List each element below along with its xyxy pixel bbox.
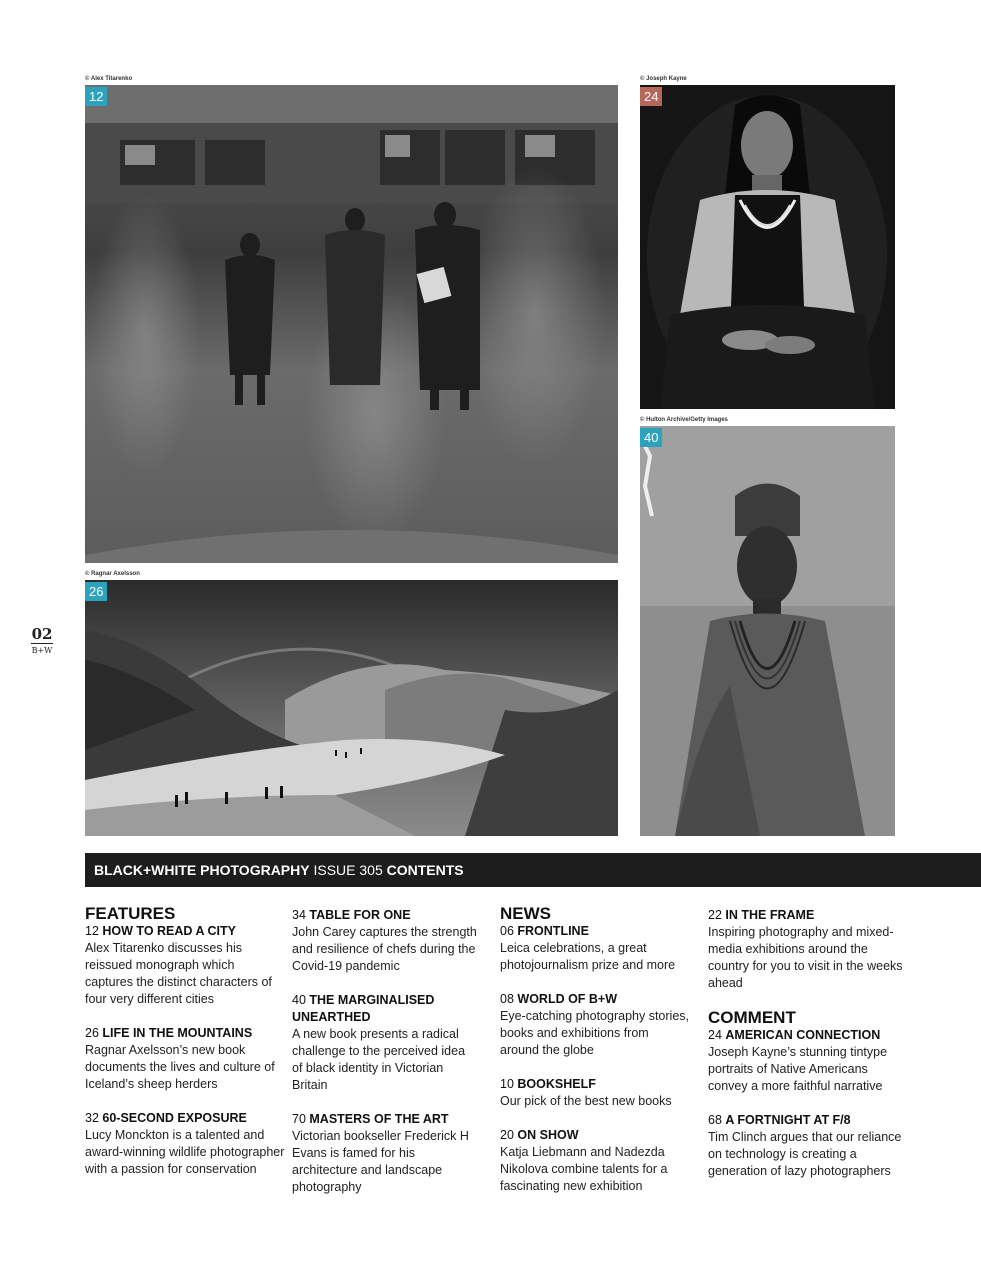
- entry-title: TABLE FOR ONE: [309, 908, 411, 922]
- entry-title: MASTERS OF THE ART: [309, 1112, 449, 1126]
- contents-entry[interactable]: [708, 1027, 908, 1095]
- features-column: [85, 905, 285, 1195]
- entry-page: 40: [292, 993, 310, 1007]
- page-badge-26: 26: [85, 582, 107, 601]
- entry-page: 32: [85, 1111, 103, 1125]
- entry-title: BOOKSHELF: [517, 1077, 596, 1091]
- news-column: [500, 905, 690, 1212]
- entry-page: 68: [708, 1113, 726, 1127]
- entry-title: FRONTLINE: [517, 924, 589, 938]
- entry-description: Katja Liebmann and Nadezda Nikolova combine talents for a fascinating new exhibition: [500, 1145, 668, 1193]
- news-heading: NEWS: [500, 904, 551, 923]
- entry-title: HOW TO READ A CITY: [102, 924, 236, 938]
- photo-credit-city: © Alex Titarenko: [85, 76, 133, 82]
- features-continued-column: [292, 907, 477, 1213]
- entry-page: 26: [85, 1026, 103, 1040]
- entry-page: 34: [292, 908, 310, 922]
- entry-description: Inspiring photography and mixed-media exhibitions around the country for you to visit in the weeks ahead: [708, 925, 903, 990]
- page-badge-12: 12: [85, 87, 107, 106]
- entry-title: IN THE FRAME: [725, 908, 815, 922]
- contents-entry[interactable]: [708, 907, 908, 992]
- entry-title: WORLD OF B+W: [517, 992, 618, 1006]
- entry-title: 60-SECOND EXPOSURE: [102, 1111, 247, 1125]
- entry-title: A FORTNIGHT AT F/8: [725, 1113, 851, 1127]
- contents-entry[interactable]: [500, 1076, 690, 1110]
- entry-description: Joseph Kayne’s stunning tintype portraits of Native Americans convey a more faithful narrative: [708, 1045, 888, 1093]
- contents-entry[interactable]: [292, 992, 477, 1094]
- tintype-portrait-photo: [640, 85, 895, 409]
- entry-description: Victorian bookseller Frederick H Evans is famed for his architecture and landscape photography: [292, 1129, 469, 1194]
- entry-page: 70: [292, 1112, 310, 1126]
- city-street-photo: [85, 85, 618, 563]
- page-number: 02: [31, 625, 53, 643]
- entry-description: Alex Titarenko discusses his reissued monograph which captures the distinct characters of four very different cities: [85, 941, 272, 1006]
- victorian-portrait-photo: [640, 426, 895, 836]
- entry-description: Tim Clinch argues that our reliance on technology is creating a generation of lazy photographers: [708, 1130, 902, 1178]
- page-badge-40: 40: [640, 428, 662, 447]
- contents-entry[interactable]: [85, 1025, 285, 1093]
- entry-page: 06: [500, 924, 518, 938]
- issue-number: ISSUE 305: [309, 862, 387, 878]
- photo-credit-kayne: © Joseph Kayne: [640, 76, 687, 82]
- contents-entry[interactable]: [500, 991, 690, 1059]
- page-number-block: [31, 625, 53, 655]
- comment-column: [708, 907, 908, 1197]
- entry-description: Leica celebrations, a great photojournalism prize and more: [500, 941, 676, 972]
- entry-description: Ragnar Axelsson’s new book documents the lives and culture of Iceland’s sheep herders: [85, 1043, 275, 1091]
- entry-description: Eye-catching photography stories, books and exhibitions from around the globe: [500, 1009, 689, 1057]
- contents-entry[interactable]: [500, 923, 690, 974]
- magazine-mark: B+W: [31, 646, 53, 655]
- entry-description: John Carey captures the strength and resilience of chefs during the Covid-19 pandemic: [292, 925, 477, 973]
- contents-entry[interactable]: [292, 907, 477, 975]
- page-badge-24: 24: [640, 87, 662, 106]
- magazine-title: BLACK+WHITE PHOTOGRAPHY: [94, 862, 310, 878]
- entry-description: A new book presents a radical challenge to the perceived idea of black identity in Victorian Britain: [292, 1027, 466, 1092]
- contents-entry[interactable]: [500, 1127, 690, 1195]
- entry-description: Lucy Monckton is a talented and award-winning wildlife photographer with a passion for conservation: [85, 1128, 285, 1176]
- entry-page: 24: [708, 1028, 726, 1042]
- contents-entry[interactable]: [85, 923, 285, 1008]
- entry-title: AMERICAN CONNECTION: [725, 1028, 881, 1042]
- photo-credit-hulton: © Hulton Archive/Getty Images: [640, 417, 728, 423]
- entry-page: 20: [500, 1128, 518, 1142]
- contents-entry[interactable]: [85, 1110, 285, 1178]
- entry-title: LIFE IN THE MOUNTAINS: [102, 1026, 253, 1040]
- entry-page: 10: [500, 1077, 518, 1091]
- entry-title: ON SHOW: [517, 1128, 579, 1142]
- contents-label: CONTENTS: [386, 862, 464, 878]
- entry-description: Our pick of the best new books: [500, 1094, 672, 1108]
- entry-page: 22: [708, 908, 726, 922]
- features-heading: FEATURES: [85, 904, 176, 923]
- iceland-landscape-photo: [85, 580, 618, 836]
- entry-page: 08: [500, 992, 518, 1006]
- contents-entry[interactable]: [292, 1111, 477, 1196]
- entry-title: THE MARGINALISED UNEARTHED: [292, 993, 435, 1024]
- contents-entry[interactable]: [708, 1112, 908, 1180]
- entry-page: 12: [85, 924, 103, 938]
- photo-credit-landscape: © Ragnar Axelsson: [85, 571, 140, 577]
- contents-header-bar: [85, 853, 981, 887]
- comment-heading: COMMENT: [708, 1008, 796, 1027]
